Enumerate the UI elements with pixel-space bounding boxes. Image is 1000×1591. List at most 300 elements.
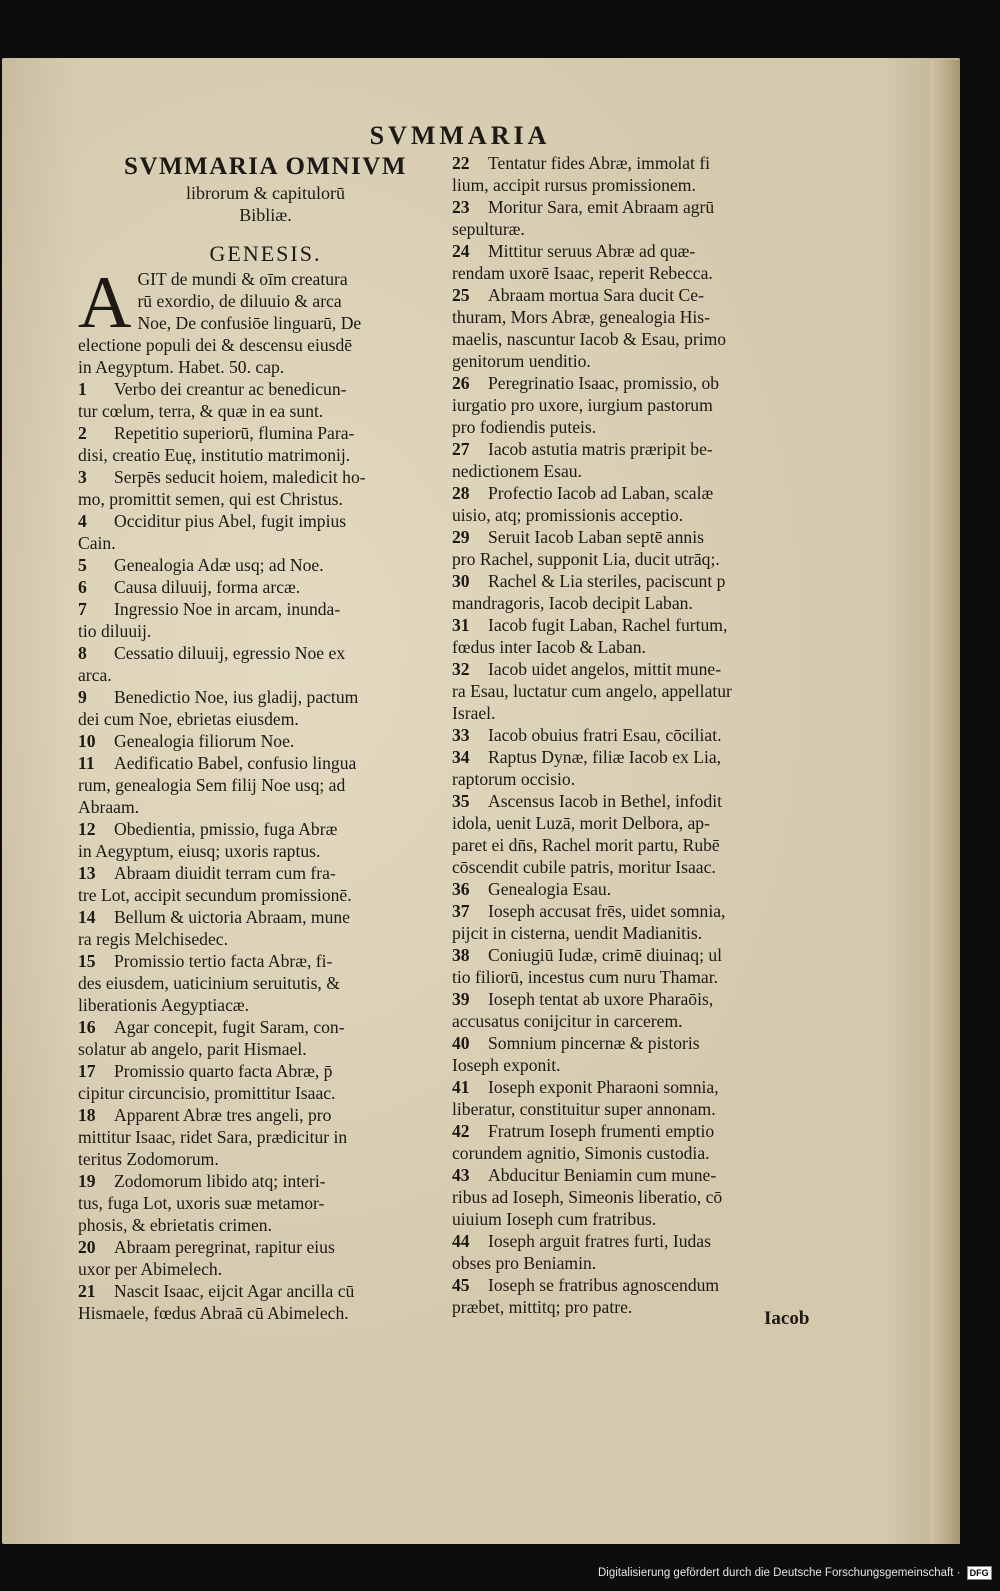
entry-text: Hismaele, fœdus Abraā cū Abimelech. [78, 1303, 349, 1323]
entry-line [78, 444, 453, 466]
entry-line [452, 416, 822, 438]
entry-line [452, 746, 822, 768]
entry-line [78, 642, 453, 664]
chapter-entry [452, 1032, 822, 1076]
entry-line [78, 994, 453, 1016]
entry-line [452, 944, 822, 966]
chapter-number: 9 [78, 687, 87, 707]
chapter-number: 27 [452, 439, 470, 459]
entry-line [452, 988, 822, 1010]
chapter-entry [78, 554, 453, 576]
entry-text: Obedientia, pmissio, fuga Abræ [114, 819, 338, 839]
chapter-number: 43 [452, 1165, 470, 1185]
chapter-entry [78, 1016, 453, 1060]
entry-line [452, 570, 822, 592]
chapter-entry [452, 746, 822, 790]
entry-text: Cessatio diluuij, egressio Noe ex [114, 643, 346, 663]
entry-line [452, 702, 822, 724]
entry-line [452, 1252, 822, 1274]
right-column [452, 152, 822, 1318]
chapter-entry [452, 790, 822, 878]
entry-line [452, 1076, 822, 1098]
entry-text: Coniugiū Iudæ, crimē diuinaq; ul [488, 945, 723, 965]
entry-text: tus, fuga Lot, uxoris suæ metamor- [78, 1193, 325, 1213]
intro-line: in Aegyptum. Habet. 50. cap. [78, 357, 285, 377]
chapter-number: 19 [78, 1171, 96, 1191]
entry-text: Ioseph se fratribus agnoscendum [488, 1275, 720, 1295]
entry-text: iurgatio pro uxore, iurgium pastorum [452, 395, 713, 415]
chapter-entry [78, 906, 453, 950]
entry-line [78, 510, 453, 532]
entry-text: teritus Zodomorum. [78, 1149, 219, 1169]
entry-line [452, 262, 822, 284]
entry-text: Agar concepit, fugit Saram, con- [114, 1017, 345, 1037]
entry-line [452, 1142, 822, 1164]
entry-line [78, 532, 453, 554]
entry-line [78, 840, 453, 862]
entry-line [452, 372, 822, 394]
chapter-entry [452, 284, 822, 372]
entry-line [78, 400, 453, 422]
chapter-entry [78, 598, 453, 642]
entry-text: ra regis Melchisedec. [78, 929, 228, 949]
entry-line [452, 790, 822, 812]
entry-text: Iacob uidet angelos, mittit mune- [488, 659, 722, 679]
chapter-number: 20 [78, 1237, 96, 1257]
summary-title [78, 152, 453, 226]
entry-line [452, 1032, 822, 1054]
book-heading: GENESIS. [209, 241, 322, 266]
entry-text: præbet, mittitq; pro patre. [452, 1297, 633, 1317]
entry-text: Iacob fugit Laban, Rachel furtum, [488, 615, 728, 635]
entry-text: Promissio tertio facta Abræ, fi- [114, 951, 333, 971]
entry-line [78, 422, 453, 444]
entry-text: uiuium Ioseph cum fratribus. [452, 1209, 657, 1229]
entry-line [78, 1148, 453, 1170]
chapter-entry [452, 570, 822, 614]
entry-line [78, 884, 453, 906]
entry-line [452, 1230, 822, 1252]
chapter-number: 21 [78, 1281, 96, 1301]
chapter-entry [78, 818, 453, 862]
chapter-entry [452, 944, 822, 988]
entry-text: Causa diluuij, forma arcæ. [114, 577, 301, 597]
entry-line [452, 1098, 822, 1120]
entry-line [452, 240, 822, 262]
entry-text: Repetitio superiorū, flumina Para- [114, 423, 355, 443]
entry-text: Raptus Dynæ, filiæ Iacob ex Lia, [488, 747, 722, 767]
entry-text: lium, accipit rursus promissionem. [452, 175, 696, 195]
chapter-entry [452, 482, 822, 526]
chapter-entry [452, 438, 822, 482]
entry-line [78, 950, 453, 972]
chapter-number: 7 [78, 599, 87, 619]
entry-line [78, 1038, 453, 1060]
chapter-number: 10 [78, 731, 96, 751]
chapter-number: 1 [78, 379, 87, 399]
chapter-entry [78, 422, 453, 466]
entry-text: rum, genealogia Sem filij Noe usq; ad [78, 775, 346, 795]
entry-line [452, 1010, 822, 1032]
chapter-entry [78, 1104, 453, 1170]
footer-text: Digitalisierung gefördert durch die Deutsche Forschungsgemeinschaft · [598, 1567, 961, 1580]
digitization-footer [598, 1566, 992, 1580]
entry-text: mo, promittit semen, qui est Christus. [78, 489, 343, 509]
entry-line [78, 1104, 453, 1126]
chapter-number: 12 [78, 819, 96, 839]
entry-text: cōscendit cubile patris, moritur Isaac. [452, 857, 716, 877]
chapter-number: 2 [78, 423, 87, 443]
chapter-entry [452, 526, 822, 570]
entry-line [78, 378, 453, 400]
chapter-number: 4 [78, 511, 87, 531]
entry-line [452, 460, 822, 482]
entry-text: liberatur, constituitur super annonam. [452, 1099, 716, 1119]
entry-text: in Aegyptum, eiusq; uxoris raptus. [78, 841, 321, 861]
entry-text: sepulturæ. [452, 219, 525, 239]
entry-line [452, 504, 822, 526]
entry-text: pro fodiendis puteis. [452, 417, 597, 437]
chapter-number: 16 [78, 1017, 96, 1037]
chapter-entry [78, 378, 453, 422]
entry-text: ra Esau, luctatur cum angelo, appellatur [452, 681, 732, 701]
chapter-entry [78, 730, 453, 752]
left-entries [78, 378, 453, 1324]
entry-text: Promissio quarto facta Abræ, p̄ [114, 1061, 333, 1081]
entry-line [452, 1120, 822, 1142]
entry-line [78, 686, 453, 708]
chapter-entry [78, 642, 453, 686]
entry-text: Somnium pincernæ & pistoris [488, 1033, 700, 1053]
entry-text: disi, creatio Euę, institutio matrimonij. [78, 445, 351, 465]
entry-text: Israel. [452, 703, 496, 723]
left-column [78, 152, 453, 1324]
entry-line [452, 658, 822, 680]
chapter-number: 30 [452, 571, 470, 591]
chapter-number: 35 [452, 791, 470, 811]
entry-text: Genealogia filiorum Noe. [114, 731, 295, 751]
entry-text: Abraam. [78, 797, 140, 817]
entry-line [452, 218, 822, 240]
chapter-number: 33 [452, 725, 470, 745]
entry-text: phosis, & ebrietatis crimen. [78, 1215, 272, 1235]
entry-text: Profectio Iacob ad Laban, scalæ [488, 483, 714, 503]
entry-line [452, 724, 822, 746]
chapter-entry [78, 686, 453, 730]
entry-line [78, 664, 453, 686]
entry-text: Abraam diuidit terram cum fra- [114, 863, 336, 883]
entry-text: Ioseph exponit Pharaoni somnia, [488, 1077, 719, 1097]
entry-text: Abducitur Beniamin cum mune- [488, 1165, 717, 1185]
entry-text: raptorum occisio. [452, 769, 576, 789]
entry-line [452, 614, 822, 636]
entry-text: mittitur Isaac, ridet Sara, prædicitur in [78, 1127, 348, 1147]
chapter-number: 38 [452, 945, 470, 965]
entry-text: uisio, atq; promissionis acceptio. [452, 505, 684, 525]
entry-line [78, 1280, 453, 1302]
chapter-entry [452, 1230, 822, 1274]
chapter-number: 41 [452, 1077, 470, 1097]
entry-line [452, 548, 822, 570]
chapter-entry [452, 878, 822, 900]
entry-text: obses pro Beniamin. [452, 1253, 597, 1273]
chapter-number: 3 [78, 467, 87, 487]
title-line-2: librorum & capitulorū [186, 183, 345, 203]
entry-line [78, 752, 453, 774]
entry-text: solatur ab angelo, parit Hismael. [78, 1039, 307, 1059]
book-intro [78, 262, 453, 378]
entry-line [452, 1186, 822, 1208]
chapter-entry [452, 1076, 822, 1120]
entry-line [452, 350, 822, 372]
chapter-entry [78, 576, 453, 598]
chapter-number: 22 [452, 153, 470, 173]
entry-text: Ioseph accusat frēs, uidet somnia, [488, 901, 726, 921]
entry-line [452, 636, 822, 658]
entry-line [78, 862, 453, 884]
entry-text: Zodomorum libido atq; interi- [114, 1171, 326, 1191]
entry-text: tio filiorū, incestus cum nuru Thamar. [452, 967, 718, 987]
entry-line [452, 1164, 822, 1186]
chapter-number: 26 [452, 373, 470, 393]
entry-text: des eiusdem, uaticinium seruitutis, & [78, 973, 340, 993]
entry-line [78, 1192, 453, 1214]
entry-text: ribus ad Ioseph, Simeonis liberatio, cō [452, 1187, 723, 1207]
entry-text: Ioseph exponit. [452, 1055, 561, 1075]
chapter-number: 34 [452, 747, 470, 767]
chapter-number: 37 [452, 901, 470, 921]
chapter-number: 15 [78, 951, 96, 971]
entry-line [78, 488, 453, 510]
chapter-entry [78, 466, 453, 510]
chapter-entry [452, 1120, 822, 1164]
chapter-number: 13 [78, 863, 96, 883]
entry-text: tre Lot, accipit secundum promissionē. [78, 885, 352, 905]
entry-text: Nascit Isaac, eijcit Agar ancilla cū [114, 1281, 355, 1301]
entry-line [452, 878, 822, 900]
entry-text: Benedictio Noe, ius gladij, pactum [114, 687, 359, 707]
chapter-entry [452, 196, 822, 240]
entry-line [78, 774, 453, 796]
chapter-entry [78, 862, 453, 906]
chapter-entry [452, 152, 822, 196]
chapter-number: 31 [452, 615, 470, 635]
chapter-entry [452, 988, 822, 1032]
drop-cap: A [78, 262, 132, 344]
entry-line [452, 306, 822, 328]
entry-text: liberationis Aegyptiacæ. [78, 995, 250, 1015]
chapter-number: 42 [452, 1121, 470, 1141]
entry-text: Serpēs seducit hoiem, maledicit ho- [114, 467, 366, 487]
entry-text: pijcit in cisterna, uendit Madianitis. [452, 923, 703, 943]
entry-text: Fratrum Ioseph frumenti emptio [488, 1121, 715, 1141]
chapter-number: 11 [78, 753, 95, 773]
entry-line [452, 526, 822, 548]
chapter-entry [78, 1170, 453, 1236]
entry-text: corundem agnitio, Simonis custodia. [452, 1143, 710, 1163]
entry-text: Tentatur fides Abræ, immolat fi [488, 153, 711, 173]
entry-line [452, 196, 822, 218]
entry-text: accusatus conijcitur in carcerem. [452, 1011, 683, 1031]
entry-text: pro Rachel, supponit Lia, ducit utrāq;. [452, 549, 720, 569]
entry-text: tio diluuij. [78, 621, 152, 641]
chapter-number: 18 [78, 1105, 96, 1125]
entry-line [452, 834, 822, 856]
entry-text: Bellum & uictoria Abraam, mune [114, 907, 350, 927]
entry-line [452, 394, 822, 416]
entry-text: Verbo dei creantur ac benedicun- [114, 379, 347, 399]
page-edge [930, 60, 960, 1544]
chapter-number: 6 [78, 577, 87, 597]
entry-text: Abraam mortua Sara ducit Ce- [488, 285, 704, 305]
entry-line [78, 466, 453, 488]
entry-text: Ioseph tentat ab uxore Pharaōis, [488, 989, 714, 1009]
chapter-number: 28 [452, 483, 470, 503]
chapter-entry [452, 1164, 822, 1230]
chapter-number: 17 [78, 1061, 96, 1081]
chapter-number: 40 [452, 1033, 470, 1053]
entry-text: Rachel & Lia steriles, paciscunt p [488, 571, 726, 591]
entry-line [452, 174, 822, 196]
entry-text: genitorum uenditio. [452, 351, 591, 371]
entry-line [452, 812, 822, 834]
intro-line: Noe, De confusiōe linguarū, De [137, 313, 362, 333]
entry-text: mandragoris, Iacob decipit Laban. [452, 593, 693, 613]
chapter-number: 8 [78, 643, 87, 663]
chapter-entry [452, 614, 822, 658]
chapter-entry [452, 724, 822, 746]
entry-text: idola, uenit Luzā, morit Delbora, ap- [452, 813, 710, 833]
chapter-entry [452, 900, 822, 944]
entry-line [78, 554, 453, 576]
chapter-number: 23 [452, 197, 470, 217]
entry-text: nedictionem Esau. [452, 461, 582, 481]
entry-text: Genealogia Esau. [488, 879, 612, 899]
entry-line [78, 1170, 453, 1192]
title-line-1: SVMMARIA OMNIVM [124, 153, 407, 180]
entry-line [452, 1274, 822, 1296]
entry-line [78, 1214, 453, 1236]
entry-text: Moritur Sara, emit Abraam agrū [488, 197, 715, 217]
entry-text: dei cum Noe, ebrietas eiusdem. [78, 709, 299, 729]
entry-line [78, 818, 453, 840]
chapter-entry [452, 240, 822, 284]
chapter-entry [78, 950, 453, 1016]
entry-text: rendam uxorē Isaac, reperit Rebecca. [452, 263, 713, 283]
entry-line [78, 1236, 453, 1258]
entry-text: Genealogia Adæ usq; ad Noe. [114, 555, 324, 575]
entry-text: thuram, Mors Abræ, genealogia His- [452, 307, 710, 327]
entry-line [78, 620, 453, 642]
intro-line: GIT de mundi & oīm creatura [137, 269, 348, 289]
chapter-number: 39 [452, 989, 470, 1009]
right-entries [452, 152, 822, 1318]
entry-line [452, 680, 822, 702]
entry-line [78, 1082, 453, 1104]
entry-text: Occiditur pius Abel, fugit impius [114, 511, 347, 531]
entry-text: Ascensus Iacob in Bethel, infodit [488, 791, 723, 811]
entry-line [78, 972, 453, 994]
chapter-entry [78, 510, 453, 554]
entry-line [78, 928, 453, 950]
entry-text: Aedificatio Babel, confusio lingua [114, 753, 357, 773]
entry-line [452, 900, 822, 922]
entry-text: cipitur circuncisio, promittitur Isaac. [78, 1083, 336, 1103]
intro-line: electione populi dei & descensu eiusdē [78, 335, 353, 355]
entry-text: Mittitur seruus Abræ ad quæ- [488, 241, 696, 261]
chapter-number: 5 [78, 555, 87, 575]
entry-text: fœdus inter Iacob & Laban. [452, 637, 646, 657]
intro-line: rū exordio, de diluuio & arca [137, 291, 342, 311]
entry-text: Iacob obuius fratri Esau, cōciliat. [488, 725, 722, 745]
chapter-entry [78, 1060, 453, 1104]
entry-text: paret ei dn̄s, Rachel morit partu, Rubē [452, 835, 720, 855]
chapter-entry [78, 752, 453, 818]
entry-line [78, 576, 453, 598]
dfg-logo: DFG [967, 1566, 992, 1580]
chapter-number: 44 [452, 1231, 470, 1251]
entry-line [452, 1208, 822, 1230]
chapter-number: 25 [452, 285, 470, 305]
entry-text: Apparent Abræ tres angeli, pro [114, 1105, 332, 1125]
entry-line [452, 856, 822, 878]
chapter-entry [78, 1236, 453, 1280]
catchword: Iacob [764, 1308, 810, 1329]
entry-text: Iacob astutia matris præripit be- [488, 439, 713, 459]
entry-line [452, 152, 822, 174]
chapter-number: 29 [452, 527, 470, 547]
entry-line [78, 1016, 453, 1038]
chapter-entry [452, 658, 822, 724]
running-head: SVMMARIA [369, 121, 551, 150]
entry-text: arca. [78, 665, 112, 685]
chapter-entry [452, 372, 822, 438]
entry-line [78, 1302, 453, 1324]
entry-line [452, 438, 822, 460]
title-line-3: Bibliæ. [239, 205, 292, 225]
chapter-number: 14 [78, 907, 96, 927]
entry-line [78, 598, 453, 620]
entry-line [78, 906, 453, 928]
chapter-number: 32 [452, 659, 470, 679]
entry-line [452, 1054, 822, 1076]
entry-text: Seruit Iacob Laban septē annis [488, 527, 704, 547]
entry-line [78, 1126, 453, 1148]
entry-line [452, 592, 822, 614]
chapter-number: 36 [452, 879, 470, 899]
entry-text: Abraam peregrinat, rapitur eius [114, 1237, 335, 1257]
entry-line [78, 708, 453, 730]
entry-line [452, 284, 822, 306]
entry-line [78, 730, 453, 752]
entry-text: Ioseph arguit fratres furti, Iudas [488, 1231, 711, 1251]
entry-text: Cain. [78, 533, 116, 553]
entry-line [78, 796, 453, 818]
entry-text: uxor per Abimelech. [78, 1259, 223, 1279]
entry-text: Peregrinatio Isaac, promissio, ob [488, 373, 720, 393]
entry-line [78, 1258, 453, 1280]
chapter-number: 24 [452, 241, 470, 261]
chapter-number: 45 [452, 1275, 470, 1295]
entry-text: maelis, nascuntur Iacob & Esau, primo [452, 329, 727, 349]
entry-line [452, 966, 822, 988]
entry-line [452, 328, 822, 350]
entry-line [452, 482, 822, 504]
entry-line [452, 768, 822, 790]
entry-text: Ingressio Noe in arcam, inunda- [114, 599, 341, 619]
entry-line [78, 1060, 453, 1082]
entry-text: tur cœlum, terra, & quæ in ea sunt. [78, 401, 324, 421]
